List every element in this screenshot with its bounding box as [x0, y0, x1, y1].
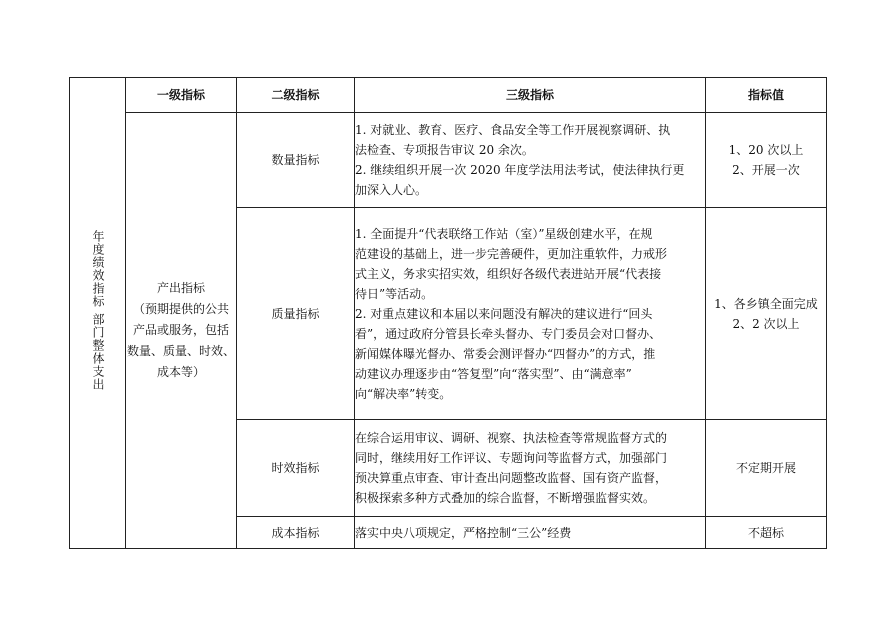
- level1-cell: [126, 113, 237, 549]
- header-level3: 三级指标: [355, 78, 706, 113]
- value-cell: [706, 420, 827, 517]
- value-cell: [706, 113, 827, 208]
- header-value: 指标值: [706, 78, 827, 113]
- level3-cell: [355, 420, 706, 517]
- level2-cell: 成本指标: [237, 517, 355, 549]
- value-cell: [706, 208, 827, 420]
- level3-line: 看”，通过政府分管县长牵头督办、专门委员会对口督办、: [355, 326, 662, 341]
- level1-text: [127, 278, 235, 383]
- level3-line: 向“解决率”转变。: [355, 386, 452, 401]
- level3-line: 式主义，务求实招实效，组织好各级代表进站开展“代表接: [355, 266, 662, 281]
- level1-title: 产出指标: [156, 281, 205, 295]
- level3-line: 积极探索多种方式叠加的综合监督，不断增强监督实效。: [355, 491, 656, 505]
- level1-desc-line: 成本等）: [156, 365, 205, 379]
- table-row-quantity: [70, 113, 827, 208]
- level3-line: 范建设的基础上，进一步完善硬件，更加注重软件，力戒形: [355, 246, 668, 261]
- level3-cell: [355, 517, 706, 549]
- level3-line: 2. 对重点建议和本届以来问题没有解决的建议进行“回头: [355, 306, 653, 321]
- value-line: 1、20 次以上: [728, 143, 804, 157]
- performance-indicator-table: [69, 77, 827, 549]
- level1-desc-line: 产品或服务，包括: [132, 323, 229, 337]
- value-line: 不超标: [747, 525, 784, 540]
- level3-line: 落实中央八项规定，严格控制“三公”经费: [355, 525, 572, 540]
- level3-line: 1. 对就业、教育、医疗、食品安全等工作开展视察调研、执: [355, 123, 671, 137]
- level2-cell: 时效指标: [237, 420, 355, 517]
- value-cell: [706, 517, 827, 549]
- side-label-col-2: 部门整体支出: [91, 312, 105, 391]
- level1-desc-line: 数量、质量、时效、: [126, 344, 235, 358]
- level3-line: 1. 全面提升“代表联络工作站（室）”星级创建水平，在规: [355, 226, 653, 241]
- level2-cell: 质量指标: [237, 208, 355, 420]
- value-line: 不定期开展: [735, 461, 796, 475]
- level3-line: 同时，继续用好工作评议、专题询问等监督方式，加强部门: [355, 451, 668, 465]
- level2-cell: 数量指标: [237, 113, 355, 208]
- level3-line: 新闻媒体曝光督办、常委会测评督办“四督办”的方式，推: [355, 346, 656, 361]
- header-row: [70, 78, 827, 113]
- level3-line: 在综合运用审议、调研、视察、执法检查等常规监督方式的: [355, 431, 668, 445]
- level3-line: 动建议办理逐步由“答复型”向“落实型”、由“满意率”: [355, 366, 632, 381]
- level3-cell: [355, 208, 706, 420]
- side-label: [90, 230, 105, 391]
- side-label-col-1: 年度绩效指标: [91, 229, 105, 308]
- header-level2: 二级指标: [237, 78, 355, 113]
- side-label-cell: [70, 78, 126, 549]
- level3-cell: [355, 113, 706, 208]
- level3-line: 预决算重点审查、审计查出问题整改监督、国有资产监督，: [355, 471, 668, 485]
- level1-desc-line: （预期提供的公共: [132, 302, 229, 316]
- level3-line: 法检查、专项报告审议 20 余次。: [355, 143, 534, 157]
- level3-line: 加深入人心。: [355, 183, 428, 197]
- level3-line: 2. 继续组织开展一次 2020 年度学法用法考试，使法律执行更: [355, 163, 685, 177]
- value-line: 1、各乡镇全面完成: [714, 296, 818, 311]
- header-level1: 一级指标: [126, 78, 237, 113]
- value-line: 2、开展一次: [732, 163, 800, 177]
- level3-line: 待日”等活动。: [355, 286, 434, 301]
- value-line: 2、2 次以上: [732, 316, 800, 331]
